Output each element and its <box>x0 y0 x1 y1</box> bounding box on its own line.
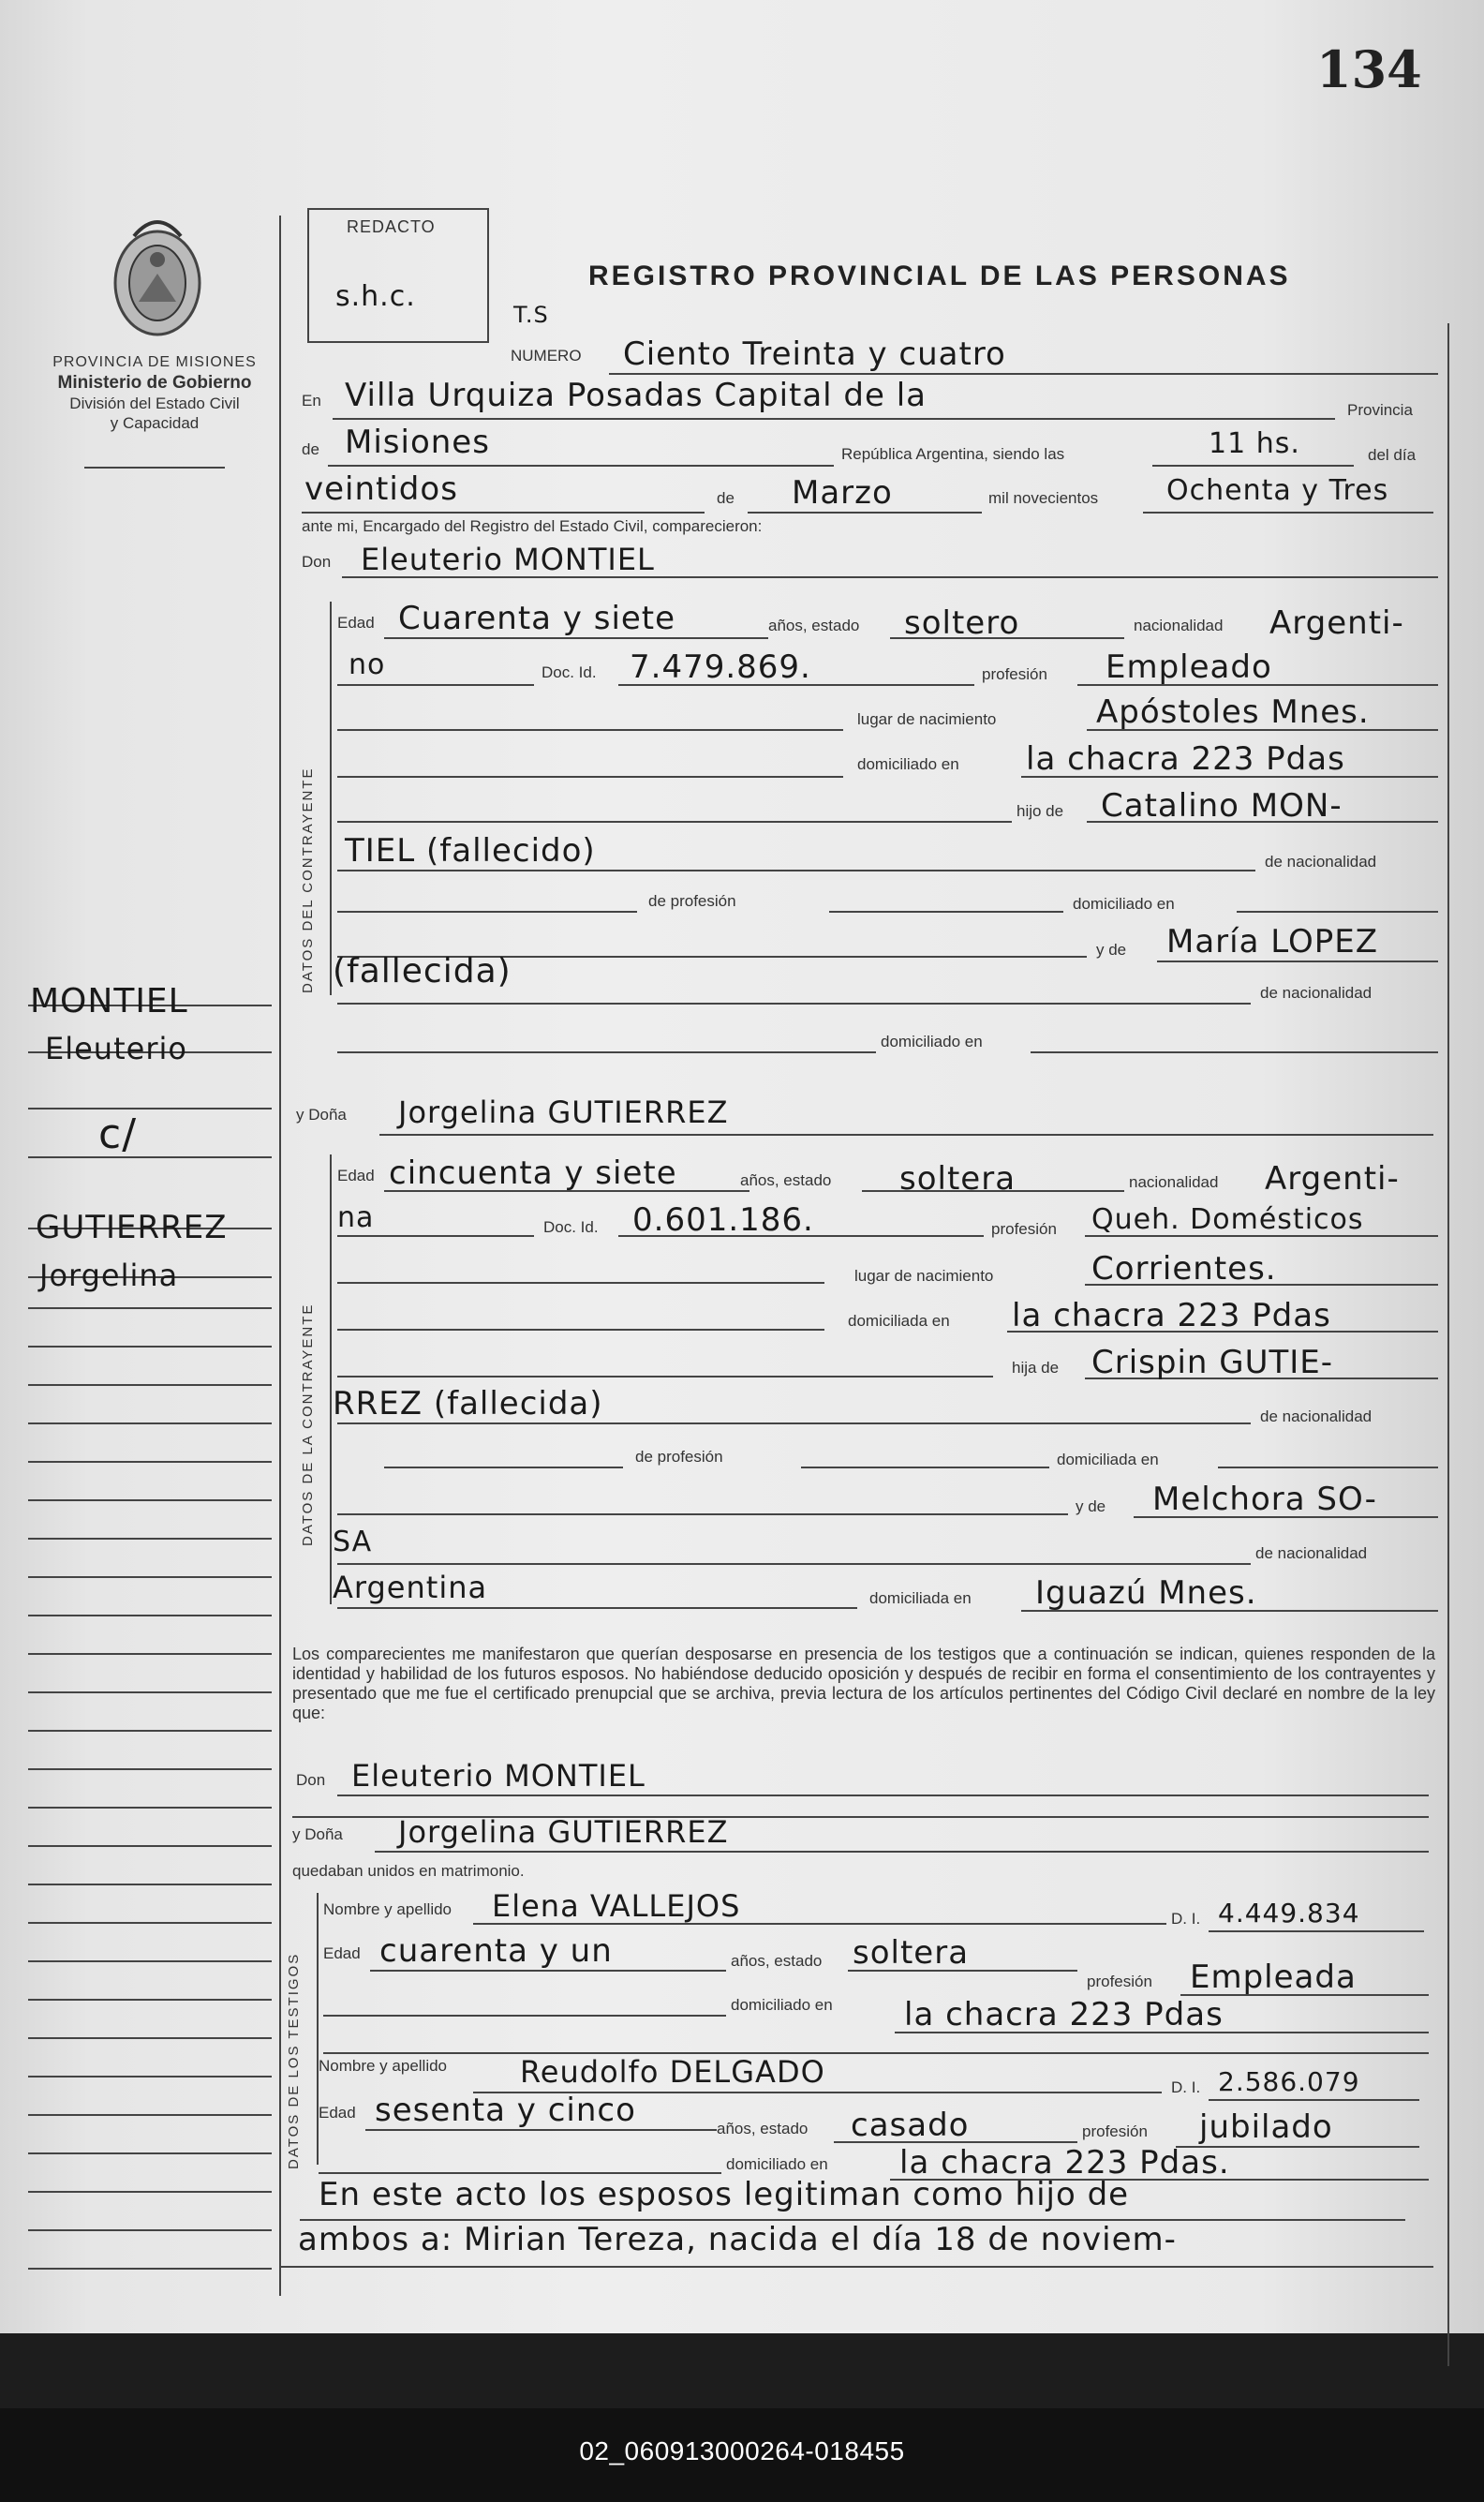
redacto-label: REDACTO <box>347 217 436 236</box>
witnesses-section-border <box>317 1893 319 2165</box>
bride-section-border <box>330 1154 332 1604</box>
bride-padre: Crispin GUTIE- <box>1091 1344 1334 1381</box>
witness-2-profesion: jubilado <box>1199 2108 1333 2146</box>
w2-name-label: Nombre y apellido <box>319 2057 448 2075</box>
bride-madre-nac-rule <box>337 1607 857 1609</box>
groom-edad-rule <box>384 637 768 639</box>
bride-lugar-label: lugar de nacimiento <box>854 1267 994 1285</box>
groom-domicilio: la chacra 223 Pdas <box>1026 740 1345 778</box>
union-don-rule <box>337 1795 1429 1796</box>
witness-1-profesion: Empleada <box>1190 1958 1357 1996</box>
margin-rule <box>28 1576 272 1578</box>
groom-y-de-label: y de <box>1096 941 1127 959</box>
bride-section-label: DATOS DE LA CONTRAYENTE <box>300 1303 316 1546</box>
w2-profesion-label: profesión <box>1082 2122 1148 2140</box>
groom-madre-nac-rule <box>337 1051 876 1053</box>
groom-padre-prof-rule <box>829 911 1063 913</box>
scan-bottom-edge <box>0 2333 1484 2408</box>
groom-padre: Catalino MON- <box>1101 787 1343 825</box>
bride-padre-dom-rule <box>1218 1467 1438 1468</box>
w1-anos-label: años, estado <box>731 1952 823 1970</box>
groom-padre-dom-label: domiciliado en <box>1073 895 1175 913</box>
groom-doc: 7.479.869. <box>630 648 811 686</box>
note-line-1: En este acto los esposos legitiman como hijo de <box>319 2176 1130 2213</box>
w1-edad-label: Edad <box>323 1944 361 1962</box>
ministry-province: PROVINCIA DE MISIONES <box>52 354 257 370</box>
margin-rule <box>28 1730 272 1732</box>
margin-rule <box>28 1960 272 1962</box>
groom-padre-nac-label: de nacionalidad <box>1265 853 1377 871</box>
groom-edad: Cuarenta y siete <box>398 600 676 637</box>
de-mes-label: de <box>717 489 735 507</box>
groom-section-border <box>330 602 332 995</box>
union-bride: Jorgelina GUTIERREZ <box>398 1814 729 1850</box>
hora-rule <box>1152 465 1354 467</box>
margin-rule <box>28 1499 272 1501</box>
bride-profesion: Queh. Domésticos <box>1091 1203 1364 1236</box>
w2-anos-label: años, estado <box>717 2120 809 2137</box>
margin-rule <box>28 1384 272 1386</box>
groom-profesion: Empleado <box>1106 648 1272 686</box>
mes-rule <box>748 512 982 514</box>
bride-profesion-label: profesión <box>991 1220 1057 1238</box>
margin-rule <box>28 2191 272 2193</box>
witness-2-estado: casado <box>851 2107 970 2144</box>
groom-nac-cont-rule <box>337 684 534 686</box>
margin-rule <box>28 1845 272 1847</box>
w1-di-label: D. I. <box>1171 1910 1201 1928</box>
margin-rule <box>28 1307 272 1309</box>
margin-firstname-2: Jorgelina <box>39 1258 179 1293</box>
page-number: 134 <box>1316 39 1422 99</box>
bride-doc-label: Doc. Id. <box>543 1218 599 1236</box>
provincia-value: Misiones <box>345 424 490 461</box>
w1-separator-rule <box>323 2052 1429 2054</box>
groom-lugar-label: lugar de nacimiento <box>857 710 997 728</box>
union-dona-rule <box>375 1851 1429 1853</box>
ministry-division: División del Estado Civil <box>69 395 240 412</box>
corner-mark: T.S <box>513 302 549 328</box>
del-dia-label: del día <box>1368 446 1417 464</box>
ante-mi-text: ante mi, Encargado del Registro del Estado Civil, comparecieron: <box>302 517 763 535</box>
bride-edad-label: Edad <box>337 1167 375 1184</box>
union-groom: Eleuterio MONTIEL <box>351 1758 646 1794</box>
bride-madre-nacionalidad: Argentina <box>333 1570 488 1605</box>
registry-title: REGISTRO PROVINCIAL DE LAS PERSONAS <box>588 261 1291 291</box>
groom-madre-cont: (fallecida) <box>333 952 512 990</box>
w2-edad-label: Edad <box>319 2104 356 2122</box>
margin-rule <box>28 1768 272 1770</box>
margin-rule <box>28 1807 272 1809</box>
groom-nacionalidad-cont: no <box>349 648 386 681</box>
hora-value: 11 hs. <box>1209 427 1300 460</box>
bride-edad: cincuenta y siete <box>389 1154 677 1192</box>
anio-rule <box>1143 512 1433 514</box>
witness-2-name: Reudolfo DELGADO <box>520 2054 825 2090</box>
w1-edad-rule <box>370 1970 726 1972</box>
groom-padre-dom-rule <box>1237 911 1438 913</box>
bride-padre-dom-cont-rule <box>337 1513 1068 1515</box>
bride-padre-nac-label: de nacionalidad <box>1260 1407 1373 1425</box>
bride-padre-prof-rule <box>801 1467 1049 1468</box>
declaration-text: Los comparecientes me manifestaron que querían desposarse en presencia de los testigos que a continuación se indican, quienes responden de la identidad y habilidad de los futuros esposos. No habiéndose deducido oposición y después de recibir en forma el consentimiento de los contrayentes y presentado que me fue el certificado prenupcial que se archiva, previa lectura de los artículos pertinentes del Código Civil declaré en nombre de la ley que: <box>292 1645 1435 1722</box>
ministry-capacity: y Capacidad <box>110 414 200 432</box>
provincia-label: Provincia <box>1347 401 1413 419</box>
de-label: de <box>302 440 319 458</box>
coat-of-arms-seal <box>101 208 214 349</box>
margin-rule <box>28 2229 272 2231</box>
witness-1-domicilio: la chacra 223 Pdas <box>904 1996 1224 2033</box>
bride-domicilio-blank-rule <box>337 1329 824 1331</box>
bride-madre-cont: SA <box>333 1526 373 1558</box>
union-don-label: Don <box>296 1771 326 1789</box>
bride-name: Jorgelina GUTIERREZ <box>398 1095 729 1130</box>
ministry-name: Ministerio de Gobierno <box>57 373 252 393</box>
w2-di-label: D. I. <box>1171 2078 1201 2096</box>
form-right-border <box>1447 323 1449 2366</box>
margin-surname-1: MONTIEL <box>30 982 188 1020</box>
witness-1-estado: soltera <box>853 1934 970 1972</box>
margin-rule <box>28 1691 272 1693</box>
bride-domicilio: la chacra 223 Pdas <box>1012 1297 1331 1334</box>
margin-rule <box>28 2268 272 2270</box>
bride-domicilio-label: domiciliada en <box>848 1312 950 1330</box>
bride-lugar-nacimiento: Corrientes. <box>1091 1250 1277 1288</box>
margin-rule <box>28 2076 272 2078</box>
groom-edad-label: Edad <box>337 614 375 632</box>
bride-padre-nac-rule <box>384 1467 623 1468</box>
groom-domicilio-label: domiciliado en <box>857 755 959 773</box>
en-label: En <box>302 392 321 410</box>
bride-hija-blank-rule <box>337 1376 993 1378</box>
margin-rule <box>28 2037 272 2039</box>
dia-rule <box>302 512 705 514</box>
groom-lugar-blank-rule <box>337 729 843 731</box>
bride-nacionalidad-label: nacionalidad <box>1129 1173 1219 1191</box>
anio-value: Ochenta y Tres <box>1166 474 1389 507</box>
groom-padre-cont: TIEL (fallecido) <box>345 832 596 870</box>
redacto-value: s.h.c. <box>335 280 416 313</box>
bride-madre-cont-rule <box>337 1563 1251 1565</box>
bride-nac-cont-rule <box>337 1235 534 1237</box>
bride-nacionalidad-cont: na <box>337 1201 375 1234</box>
groom-nacionalidad: Argenti- <box>1269 604 1404 642</box>
redacto-box <box>307 208 489 343</box>
margin-rule <box>28 1653 272 1655</box>
bride-padre-cont: RREZ (fallecida) <box>333 1385 603 1422</box>
margin-rule <box>28 1108 272 1110</box>
numero-value: Ciento Treinta y cuatro <box>623 335 1006 373</box>
note-line-2: ambos a: Mirian Tereza, nacida el día 18 de noviem- <box>298 2221 1177 2258</box>
bride-lugar-blank-rule <box>337 1282 824 1284</box>
margin-rule <box>28 1422 272 1424</box>
republica-label: República Argentina, siendo las <box>841 445 1065 463</box>
mil-novecientos-label: mil novecientos <box>988 489 1099 507</box>
groom-section-label: DATOS DEL CONTRAYENTE <box>300 767 316 993</box>
groom-nacionalidad-label: nacionalidad <box>1134 617 1224 634</box>
provincia-rule <box>328 465 834 467</box>
form-left-border <box>279 216 281 2296</box>
bride-y-de-label: y de <box>1076 1497 1106 1515</box>
margin-rule <box>28 1538 272 1540</box>
w2-dom-blank-rule <box>319 2172 721 2174</box>
lugar-rule <box>333 418 1335 420</box>
margin-rule <box>28 1156 272 1158</box>
w2-di-rule <box>1209 2099 1419 2101</box>
groom-madre: María LOPEZ <box>1166 923 1379 961</box>
ministry-rule <box>84 467 225 469</box>
margin-rule <box>28 1922 272 1924</box>
groom-madre-nac-label: de nacionalidad <box>1260 984 1373 1002</box>
bride-madre-nac-label: de nacionalidad <box>1255 1544 1368 1562</box>
image-caption: 02_060913000264-018455 <box>579 2436 905 2465</box>
margin-rule <box>28 2114 272 2116</box>
groom-hijo-label: hijo de <box>1017 802 1064 820</box>
bride-doc: 0.601.186. <box>632 1201 814 1239</box>
bride-padre-prof-label: de profesión <box>635 1448 723 1466</box>
witness-2-edad: sesenta y cinco <box>375 2092 636 2129</box>
witness-1-edad: cuarenta y un <box>379 1932 613 1970</box>
margin-firstname-1: Eleuterio <box>45 1031 187 1066</box>
quedaban-text: quedaban unidos en matrimonio. <box>292 1862 525 1880</box>
groom-name: Eleuterio MONTIEL <box>361 542 655 577</box>
margin-surname-2: GUTIERREZ <box>36 1209 228 1246</box>
numero-rule <box>609 373 1438 375</box>
groom-anos-label: años, estado <box>768 617 860 634</box>
w1-di-rule <box>1209 1930 1424 1932</box>
groom-madre-dom-rule <box>1031 1051 1438 1053</box>
groom-estado: soltero <box>904 604 1020 642</box>
margin-rule <box>28 2152 272 2154</box>
witness-1-di: 4.449.834 <box>1218 1898 1360 1929</box>
bride-madre: Melchora SO- <box>1152 1481 1377 1518</box>
bride-anos-label: años, estado <box>740 1171 832 1189</box>
w2-domicilio-label: domiciliado en <box>726 2155 828 2173</box>
witness-2-domicilio: la chacra 223 Pdas. <box>899 2144 1230 2182</box>
w1-dom-blank-rule <box>323 2015 726 2017</box>
witness-1-name: Elena VALLEJOS <box>492 1888 741 1924</box>
lugar-value: Villa Urquiza Posadas Capital de la <box>345 377 928 414</box>
w2-edad-rule <box>365 2129 717 2131</box>
bride-padre-dom-label: domiciliada en <box>1057 1451 1159 1468</box>
bride-nacionalidad: Argenti- <box>1265 1160 1400 1198</box>
groom-padre-nac-rule <box>337 911 637 913</box>
bride-madre-domicilio: Iguazú Mnes. <box>1035 1574 1257 1612</box>
groom-hijo-blank-rule <box>337 821 1012 823</box>
dia-value: veintidos <box>304 470 458 508</box>
bride-madre-dom-label: domiciliada en <box>869 1589 972 1607</box>
w1-name-label: Nombre y apellido <box>323 1900 453 1918</box>
groom-madre-cont-rule <box>337 1003 1251 1005</box>
don-label: Don <box>302 553 332 571</box>
dona-rule <box>379 1134 1433 1136</box>
groom-domicilio-blank-rule <box>337 776 843 778</box>
w1-domicilio-label: domiciliado en <box>731 1996 833 2014</box>
witness-2-di: 2.586.079 <box>1218 2066 1360 2097</box>
groom-padre-prof-label: de profesión <box>648 892 736 910</box>
groom-padre-cont-rule <box>337 870 1255 871</box>
mes-value: Marzo <box>792 474 893 512</box>
margin-rule <box>28 1346 272 1348</box>
union-dona-label: y Doña <box>292 1825 343 1843</box>
groom-profesion-label: profesión <box>982 665 1047 683</box>
witnesses-section-label: DATOS DE LOS TESTIGOS <box>286 1952 302 2169</box>
bride-padre-cont-rule <box>337 1422 1251 1424</box>
margin-rule <box>28 1884 272 1885</box>
groom-madre-dom-label: domiciliado en <box>881 1033 983 1050</box>
bride-hija-label: hija de <box>1012 1359 1060 1377</box>
margin-rule <box>28 1461 272 1463</box>
numero-label: NUMERO <box>511 347 582 365</box>
note-rule-2 <box>281 2266 1433 2268</box>
groom-madre-rule <box>1157 961 1438 962</box>
margin-rule <box>28 1999 272 2001</box>
groom-lugar-nacimiento: Apóstoles Mnes. <box>1096 693 1370 731</box>
w1-profesion-label: profesión <box>1087 1973 1152 1990</box>
bride-estado: soltera <box>899 1160 1017 1198</box>
margin-rule <box>28 1615 272 1616</box>
margin-versus: c/ <box>98 1110 138 1158</box>
groom-doc-label: Doc. Id. <box>542 663 597 681</box>
dona-label: y Doña <box>296 1106 347 1124</box>
